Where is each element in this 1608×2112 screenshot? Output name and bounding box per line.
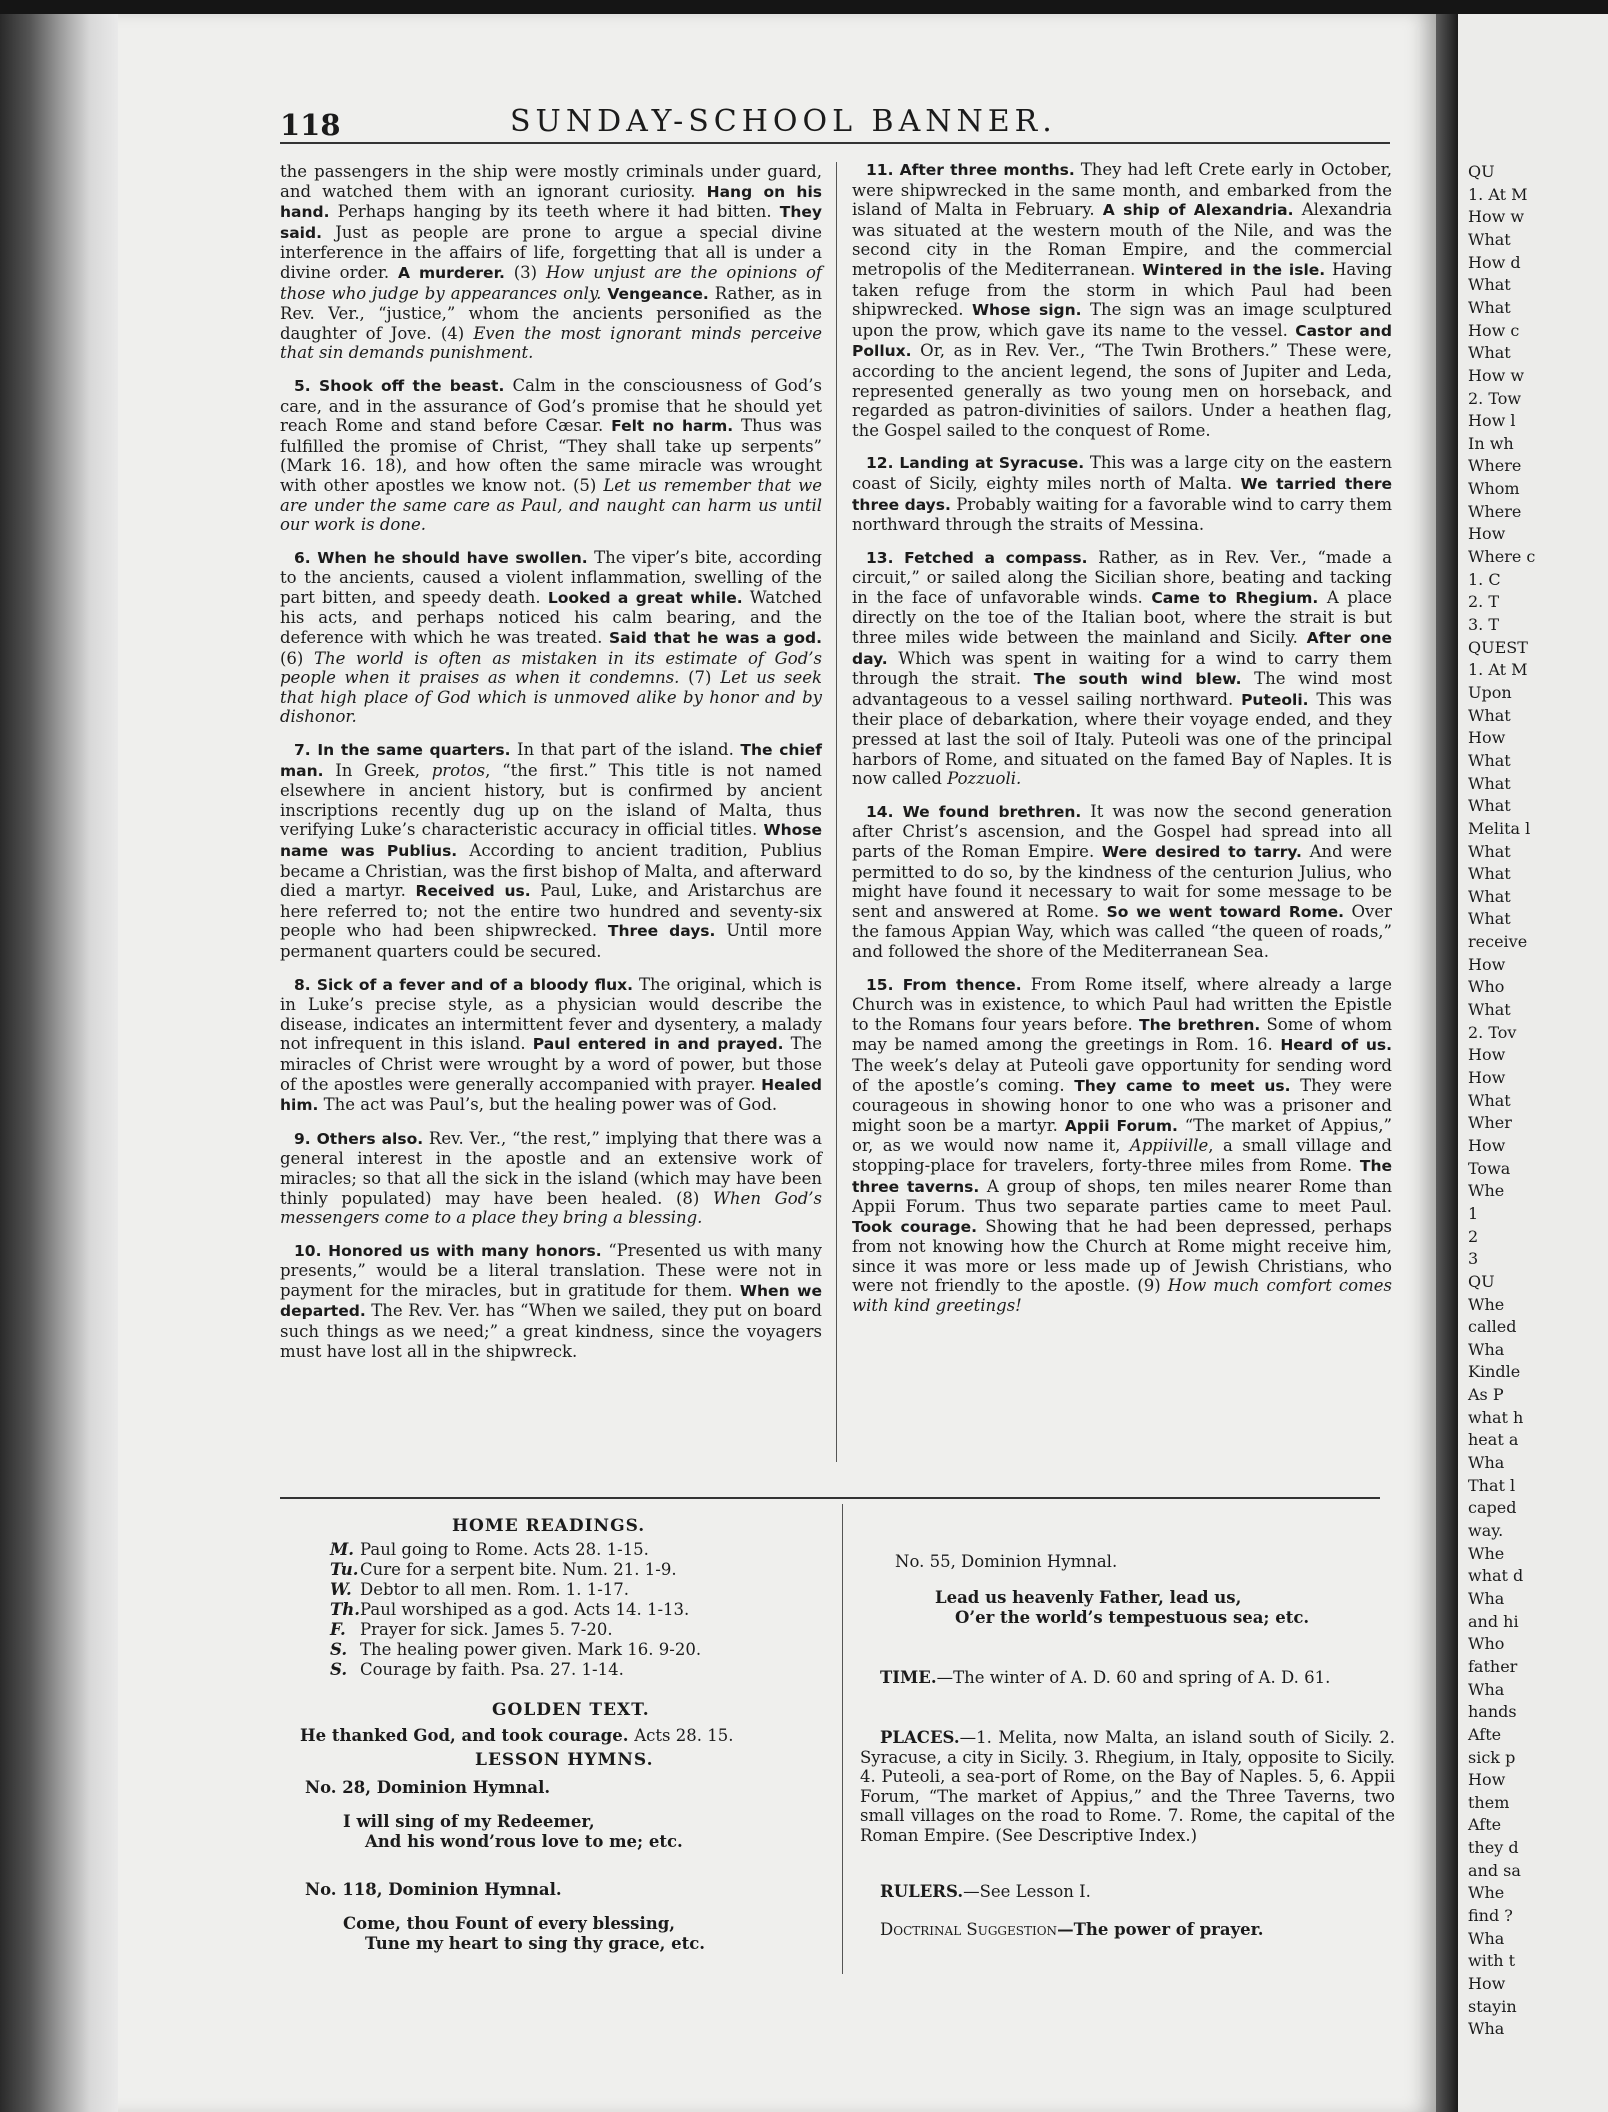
paragraph (280, 162, 822, 363)
text-run: Thus was fulfilled the promise of Christ, “They shall take up serpents” (Mark 16. 18), and how often the same miracle was wrought with other apostles we know not. (5) (280, 416, 822, 495)
doctrinal-suggestion: Doctrinal Suggestion—The power of prayer. (880, 1920, 1264, 1939)
lead-phrase: Puteoli. (1241, 690, 1309, 709)
text-run: From Rome itself, where already a large Church was in existence, to which Paul had written the Epistle to the Romans four years before. (852, 974, 1392, 1034)
section-rule (280, 1497, 1380, 1499)
golden-text-title: GOLDEN TEXT. (492, 1700, 650, 1720)
text-run: Rev. Ver., “the rest,” implying that there was a general interest in the apostle and an extensive work of miracles; so that all the sick in the island (which may have been thinly populated) may have been healed. (8) (280, 1128, 822, 1208)
facing-page-text: How (1468, 1068, 1506, 1088)
lead-phrase: Wintered in the isle. (1142, 260, 1326, 279)
text-run: Rather, as in Rev. Ver., “made a circuit,” or sailed along the Sicilian shore, beating and tacking in the face of unfavorable winds. (852, 547, 1393, 607)
facing-page-text: What (1468, 750, 1511, 770)
rulers-note: RULERS.—See Lesson I. (880, 1882, 1091, 1901)
facing-page-text: How (1468, 1770, 1506, 1790)
facing-page-text: find ? (1468, 1906, 1513, 1926)
reading-day: M. (330, 1540, 355, 1559)
lead-phrase: A ship of Alexandria. (1102, 201, 1294, 220)
reading-item (330, 1580, 810, 1600)
hymn-2-line-1: Come, thou Fount of every blessing, (343, 1914, 676, 1933)
facing-page-text: what h (1468, 1407, 1524, 1427)
hymn-3-line-1: Lead us heavenly Father, lead us, (935, 1588, 1242, 1607)
reading-text: The healing power given. Mark 16. 9-20. (360, 1640, 702, 1659)
left-column (280, 162, 822, 1374)
lead-phrase: Whose name was Publius. (280, 821, 822, 860)
lead-phrase: 5. Shook off the beast. (294, 376, 505, 395)
facing-page-text: How w (1468, 207, 1525, 227)
facing-page-text: and sa (1468, 1860, 1521, 1880)
lead-phrase: A murderer. (397, 263, 505, 282)
text-run: Until more permanent quarters could be secured. (280, 921, 822, 961)
facing-page-text: Towa (1468, 1158, 1511, 1178)
right-column (852, 160, 1392, 1329)
facing-page-text: How d (1468, 252, 1521, 272)
facing-page-text: What (1468, 705, 1511, 725)
facing-page-text: Wha (1468, 1453, 1505, 1473)
book-left-edge (0, 14, 118, 2112)
text-run: Rather, as in Rev. Ver., “justice,” whom the ancients personified as the daughter of Jove. (4) (280, 283, 822, 343)
facing-page-text: Wha (1468, 2019, 1505, 2039)
facing-page-text: What (1468, 297, 1511, 317)
paragraph (280, 376, 822, 535)
reading-item (330, 1660, 810, 1680)
facing-page-text: How l (1468, 411, 1516, 431)
reading-day: Tu. (330, 1560, 359, 1579)
lead-phrase: 6. When he should have swollen. (294, 548, 588, 567)
lead-phrase: Paul entered in and prayed. (532, 1035, 784, 1054)
italic-note: Appiiville (1129, 1136, 1209, 1156)
facing-page-text: What (1468, 841, 1511, 861)
facing-page-text: Melita l (1468, 818, 1531, 838)
text-run: the passengers in the ship were mostly criminals under guard, and watched them with an ignorant curiosity. (280, 162, 822, 201)
facing-page-text: 2. T (1468, 592, 1500, 612)
facing-page-text: Where c (1468, 547, 1536, 567)
facing-page-text: Kindle (1468, 1362, 1521, 1382)
facing-page-text: How (1468, 728, 1506, 748)
text-run: This was a large city on the eastern coast of Sicily, eighty miles north of Malta. (852, 453, 1392, 493)
lead-phrase: Appii Forum. (1064, 1116, 1178, 1135)
lead-phrase: Vengeance. (607, 284, 709, 303)
text-run: Showing that he had been depressed, perhaps from not knowing how the Church at Rome might receive him, since it was more or less made up of Jewish Christians, who were not friendly to the apostle. (9) (852, 1216, 1392, 1296)
facing-page-text: Wha (1468, 1588, 1505, 1608)
text-run: Calm in the consciousness of God’s care, and in the assurance of God’s promise that he should yet reach Rome and stand before Cæsar. (280, 375, 822, 436)
facing-page-text: Who (1468, 977, 1505, 997)
facing-page-text: What (1468, 1090, 1511, 1110)
lead-phrase: We tarried there three days. (852, 474, 1392, 514)
text-run: Perhaps hanging by its teeth where it had bitten. (329, 202, 780, 222)
text-run: The Rev. Ver. has “When we sailed, they put on board such things as we need;” a great kindness, since the voyagers must have lost all in the shipwreck. (280, 1301, 822, 1361)
text-run: The act was Paul’s, but the healing power was of God. (318, 1095, 778, 1115)
facing-page-text: Who (1468, 1634, 1505, 1654)
facing-page-text: 2 (1468, 1226, 1479, 1246)
lead-phrase: 14. We found brethren. (866, 802, 1082, 821)
text-run: In that part of the island. (510, 740, 741, 760)
facing-page-text: Wha (1468, 1679, 1505, 1699)
lead-phrase: When we departed. (280, 1281, 822, 1321)
facing-page-text: with t (1468, 1951, 1516, 1971)
facing-page-text: Afte (1468, 1815, 1502, 1835)
paragraph (852, 975, 1392, 1316)
text-run: Just as people are prone to argue a special divine interference in the affairs of life, forgetting that all is under a divine order. (280, 222, 822, 282)
facing-page-text: Whom (1468, 479, 1520, 499)
text-run: In Greek, (323, 760, 432, 780)
page-number: 118 (280, 108, 341, 142)
lead-phrase: Heard of us. (1280, 1036, 1392, 1055)
facing-page-text: way. (1468, 1521, 1504, 1541)
reading-text: Paul worshiped as a god. Acts 14. 1-13. (360, 1600, 690, 1619)
facing-page-text: caped (1468, 1498, 1517, 1518)
text-run: “Presented us with many presents,” would be a literal translation. These were not in payment for the miracles, but in gratitude for them. (280, 1240, 822, 1300)
facing-page-text: Whe (1468, 1294, 1505, 1314)
lead-phrase: Castor and Pollux. (852, 321, 1392, 361)
page-header (280, 100, 1390, 144)
facing-page-text: How (1468, 954, 1506, 974)
home-readings-list (330, 1540, 810, 1680)
facing-page-text: Wha (1468, 1928, 1505, 1948)
hymn-1-heading: No. 28, Dominion Hymnal. (305, 1778, 551, 1797)
text-run: “The market of Appius,” or, as we would now name it, (852, 1115, 1392, 1156)
lead-phrase: Received us. (415, 882, 531, 901)
text-run: According to ancient tradition, Publius became a Christian, was the first bishop of Malta, and afterward died a martyr. (280, 841, 822, 901)
facing-page-text: QUEST (1468, 637, 1528, 657)
facing-page-text: 1. C (1468, 569, 1501, 589)
text-run: They had left Crete early in October, were shipwrecked in the same month, and embarked from the island of Malta in February. (852, 160, 1392, 220)
text-run: Or, as in Rev. Ver., “The Twin Brothers.” These were, according to the ancient legend, the sons of Jupiter and Leda, represented generally as two young men on horseback, and regarded as patron-divinities of sailors. Under a heathen flag, the Gospel sailed to the conquest of Rome. (852, 341, 1392, 440)
text-run: The wind most advantageous to a vessel sailing northward. (852, 669, 1392, 709)
lead-phrase: 7. In the same quarters. (294, 741, 511, 760)
text-run: Having taken refuge from the storm in which Paul had been shipwrecked. (852, 259, 1393, 320)
text-run: Some of whom may be named among the greetings in Rom. 16. (852, 1014, 1392, 1055)
lesson-hymns-title: LESSON HYMNS. (475, 1750, 654, 1770)
reading-item (330, 1640, 810, 1660)
text-run: The original, which is in Luke’s precise style, as a physician would describe the disease, indicates an intermittent fever and dysentery, a malady not infrequent in this island. (280, 974, 822, 1054)
lead-phrase: Came to Rhegium. (1151, 588, 1319, 607)
italic-note: Even the most ignorant minds perceive that sin demands punishment. (280, 323, 822, 363)
book-gutter (1436, 14, 1458, 2112)
reading-item (330, 1540, 810, 1560)
facing-page-text: Whe (1468, 1883, 1505, 1903)
facing-page-text: As P (1468, 1385, 1504, 1405)
reading-text: Paul going to Rome. Acts 28. 1-15. (360, 1540, 649, 1559)
facing-page-text: In wh (1468, 433, 1514, 453)
facing-page-text: what d (1468, 1566, 1524, 1586)
facing-page-text: Whe (1468, 1181, 1505, 1201)
reading-text: Cure for a serpent bite. Num. 21. 1-9. (360, 1560, 677, 1579)
lead-phrase: 15. From thence. (866, 975, 1022, 994)
facing-page-text: Wher (1468, 1113, 1512, 1133)
facing-page-text: 1 (1468, 1203, 1479, 1223)
lead-phrase: After one day. (852, 629, 1392, 668)
text-run: Over the famous Appian Way, which was called “the queen of roads,” and followed the shore of the Mediterranean Sea. (852, 901, 1392, 961)
facing-page-text: That l (1468, 1475, 1516, 1495)
paragraph (280, 1241, 822, 1362)
italic-note: protos (431, 760, 486, 780)
text-run: The miracles of Christ were wrought by a word of power, but those of the apostles were generally accompanied with prayer. (280, 1034, 822, 1094)
lead-phrase: Were desired to tarry. (1101, 843, 1302, 861)
reading-day: W. (330, 1580, 352, 1599)
lead-phrase: Said that he was a god. (608, 629, 822, 648)
paragraph (852, 160, 1392, 440)
facing-page-text: How (1468, 524, 1506, 544)
text-run: , “the first.” This title is not named elsewhere in ancient history, but is confirmed by ancient inscriptions recently dug up on the island of Malta, thus verifying Luke’s characteristic accuracy in official titles. (280, 760, 822, 840)
text-run: The sign was an image sculptured upon the prow, which gave its name to the vessel. (852, 300, 1392, 340)
reading-text: Debtor to all men. Rom. 1. 1-17. (360, 1580, 630, 1599)
facing-page-text: 2. Tov (1468, 1022, 1517, 1042)
text-run: A place directly on the toe of the Italian boot, where the strait is but three miles wide between the mainland and Sicily. (852, 587, 1392, 648)
lead-phrase: Hang on his hand. (280, 182, 822, 222)
lead-phrase: They said. (280, 203, 822, 242)
text-run: Probably waiting for a favorable wind to carry them northward through the straits of Messina. (852, 494, 1393, 535)
text-run: It was now the second generation after Christ’s ascension, and the Gospel had spread into all parts of the Roman Empire. (852, 801, 1392, 861)
facing-page-text: receive (1468, 932, 1528, 952)
lead-phrase: Whose sign. (971, 301, 1082, 320)
lead-phrase: 12. Landing at Syracuse. (866, 454, 1085, 473)
text-run: This was their place of debarkation, where their voyage ended, and they pressed at last the soil of Italy. Puteoli was one of the principal harbors of Rome, and situated on the famed Bay of Naples. It is now called (852, 689, 1392, 789)
hymn-3-heading: No. 55, Dominion Hymnal. (895, 1552, 1118, 1571)
lead-phrase: The chief man. (280, 741, 823, 780)
facing-page-text: they d (1468, 1838, 1519, 1858)
lead-phrase: 11. After three months. (866, 161, 1075, 179)
hymn-1-line-2: And his wond’rous love to me; etc. (365, 1832, 683, 1851)
hymn-3-line-2: O’er the world’s tempestuous sea; etc. (955, 1608, 1310, 1627)
reading-day: F. (330, 1620, 346, 1639)
paragraph (280, 975, 822, 1116)
column-rule (836, 162, 837, 1462)
reading-day: Th. (330, 1600, 361, 1619)
reading-text: Courage by faith. Psa. 27. 1-14. (360, 1660, 624, 1679)
facing-page-text: 1. At M (1468, 660, 1528, 680)
italic-note: Let us seek that high place of God which is unmoved alike by honor and by dishonor. (280, 668, 822, 727)
facing-page-text: Where (1468, 456, 1522, 476)
facing-page-text: hands (1468, 1702, 1517, 1722)
paragraph (852, 802, 1392, 962)
facing-page-text: How c (1468, 320, 1520, 340)
reading-text: Prayer for sick. James 5. 7-20. (360, 1620, 613, 1639)
facing-page-text: sick p (1468, 1747, 1516, 1767)
places-note: PLACES.—1. Melita, now Malta, an island south of Sicily. 2. Syracuse, a city in Sicily. 3. Rhegium, in Italy, opposite to Sicily. 4. Puteoli, a sea-port of Rome, on the Bay of Naples. 5, 6. Appii Forum, “The market of Appius,” and the Three Taverns, two small villages on the road to Rome. 7. Rome, the capital of the Roman Empire. (See Descriptive Index.) (860, 1728, 1395, 1845)
facing-page-text: QU (1468, 1271, 1495, 1291)
text-run: Which was spent in waiting for a wind to carry them through the strait. (852, 648, 1392, 689)
text-run: (7) (679, 668, 721, 688)
facing-page-text: How (1468, 1045, 1506, 1065)
text-run: (3) (504, 262, 546, 282)
text-run: A group of shops, ten miles nearer Rome than Appii Forum. Thus two separate parties came to meet Paul. (852, 1176, 1392, 1217)
facing-page-text: What (1468, 275, 1511, 295)
facing-page-text: stayin (1468, 1996, 1517, 2016)
lead-phrase: 10. Honored us with many honors. (294, 1241, 602, 1260)
lead-phrase: The south wind blew. (1033, 670, 1242, 689)
reading-item (330, 1560, 810, 1580)
facing-page-text: How (1468, 1135, 1506, 1155)
lead-phrase: The brethren. (1139, 1015, 1261, 1034)
text-run: Watched his acts, and perhaps noticed his calm bearing, and the deference with which he was treated. (280, 587, 822, 648)
facing-page-text: QU (1468, 162, 1495, 181)
hymn-1-line-1: I will sing of my Redeemer, (343, 1812, 595, 1831)
masthead: SUNDAY-SCHOOL BANNER. (510, 104, 1057, 139)
reading-day: S. (330, 1660, 348, 1679)
lead-phrase: The three taverns. (852, 1156, 1392, 1196)
facing-page-text: them (1468, 1792, 1510, 1812)
italic-note: Pozzuoli. (947, 769, 1022, 789)
hymn-2-line-2: Tune my heart to sing thy grace, etc. (365, 1934, 706, 1953)
home-readings-title: HOME READINGS. (452, 1516, 646, 1536)
facing-page-text: Afte (1468, 1724, 1502, 1744)
lead-phrase: 13. Fetched a compass. (866, 548, 1088, 567)
lead-phrase: Three days. (607, 922, 716, 941)
lead-phrase: 8. Sick of a fever and of a bloody flux. (294, 975, 634, 994)
hymn-2-heading: No. 118, Dominion Hymnal. (305, 1880, 562, 1899)
lead-phrase: Looked a great while. (547, 588, 743, 607)
facing-page-fragment (1458, 14, 1608, 2112)
golden-text: He thanked God, and took courage. Acts 28. 15. (300, 1726, 734, 1745)
reading-day: S. (330, 1640, 348, 1659)
reading-item (330, 1600, 810, 1620)
facing-page-text: What (1468, 886, 1511, 906)
lead-phrase: So we went toward Rome. (1106, 902, 1344, 921)
lead-phrase: Healed him. (280, 1075, 822, 1115)
facing-page-text: 3 (1468, 1249, 1479, 1269)
facing-page-text: How (1468, 1974, 1506, 1994)
facing-page-text: Where (1468, 501, 1522, 521)
facing-page-text: What (1468, 1000, 1511, 1020)
italic-note: Let us remember that we are under the same care as Paul, and naught can harm us until our work is done. (280, 475, 822, 535)
facing-page-text: Upon (1468, 682, 1512, 702)
italic-note: When God’s messengers come to a place they bring a blessing. (280, 1188, 822, 1228)
text-run: Paul, Luke, and Aristarchus are here referred to; not the entire two hundred and seventy-six people who had been shipwrecked. (280, 881, 822, 941)
paragraph (280, 1129, 822, 1228)
text-run: The week’s delay at Puteoli gave opportunity for sending word of the apostle’s coming. (852, 1055, 1392, 1095)
lead-phrase: They came to meet us. (1074, 1076, 1291, 1095)
text-run: , a small village and stopping-place for travelers, forty-three miles from Rome. (852, 1136, 1392, 1175)
paragraph (280, 740, 822, 962)
facing-page-text: What (1468, 909, 1511, 929)
lead-phrase: Felt no harm. (611, 417, 734, 436)
paragraph (280, 548, 822, 727)
time-note: TIME.—The winter of A. D. 60 and spring of A. D. 61. (880, 1668, 1331, 1687)
text-run: (6) (280, 648, 314, 668)
facing-page-text: What (1468, 773, 1511, 793)
facing-page-text: Whe (1468, 1543, 1505, 1563)
facing-page-text: What (1468, 864, 1511, 884)
text-run: And were permitted to do so, by the kindness of the centurion Julius, who might have found it necessary to wait for some message to be sent and answered at Rome. (852, 842, 1392, 921)
facing-page-text: 2. Tow (1468, 388, 1522, 408)
facing-page-text: 3. T (1468, 615, 1500, 634)
facing-page-text: called (1468, 1317, 1517, 1337)
facing-page-text: What (1468, 229, 1511, 249)
paragraph (852, 453, 1392, 534)
facing-page-text: What (1468, 796, 1511, 816)
paragraph (852, 548, 1392, 789)
facing-page-text: Wha (1468, 1339, 1505, 1359)
text-run: Alexandria was situated at the western mouth of the Nile, and was the second city in the Roman Empire, and the commercial metropolis of the Mediterranean. (852, 200, 1392, 279)
facing-page-text: heat a (1468, 1430, 1519, 1450)
bottom-column-rule (842, 1504, 843, 1974)
lead-phrase: 9. Others also. (294, 1129, 424, 1148)
italic-note: How much comfort comes with kind greetings! (852, 1276, 1392, 1316)
text-run: They were courageous in showing honor to one who was a prisoner and might soon be a martyr. (852, 1075, 1392, 1135)
facing-page-text: father (1468, 1656, 1518, 1676)
scan-top-bar (0, 0, 1608, 14)
facing-page-text: What (1468, 343, 1511, 363)
facing-page-text: 1. At M (1468, 184, 1528, 204)
lead-phrase: Took courage. (852, 1217, 978, 1236)
reading-item (330, 1620, 810, 1640)
facing-page-text: and hi (1468, 1611, 1519, 1631)
italic-note: How unjust are the opinions of those who judge by appearances only. (280, 262, 822, 303)
italic-note: The world is often as mistaken in its estimate of God’s people when it praises as when it condemns. (280, 648, 822, 688)
text-run: The viper’s bite, according to the ancients, caused a violent inflammation, swelling of the part bitten, and speedy death. (280, 547, 822, 607)
facing-page-text: How w (1468, 365, 1525, 385)
